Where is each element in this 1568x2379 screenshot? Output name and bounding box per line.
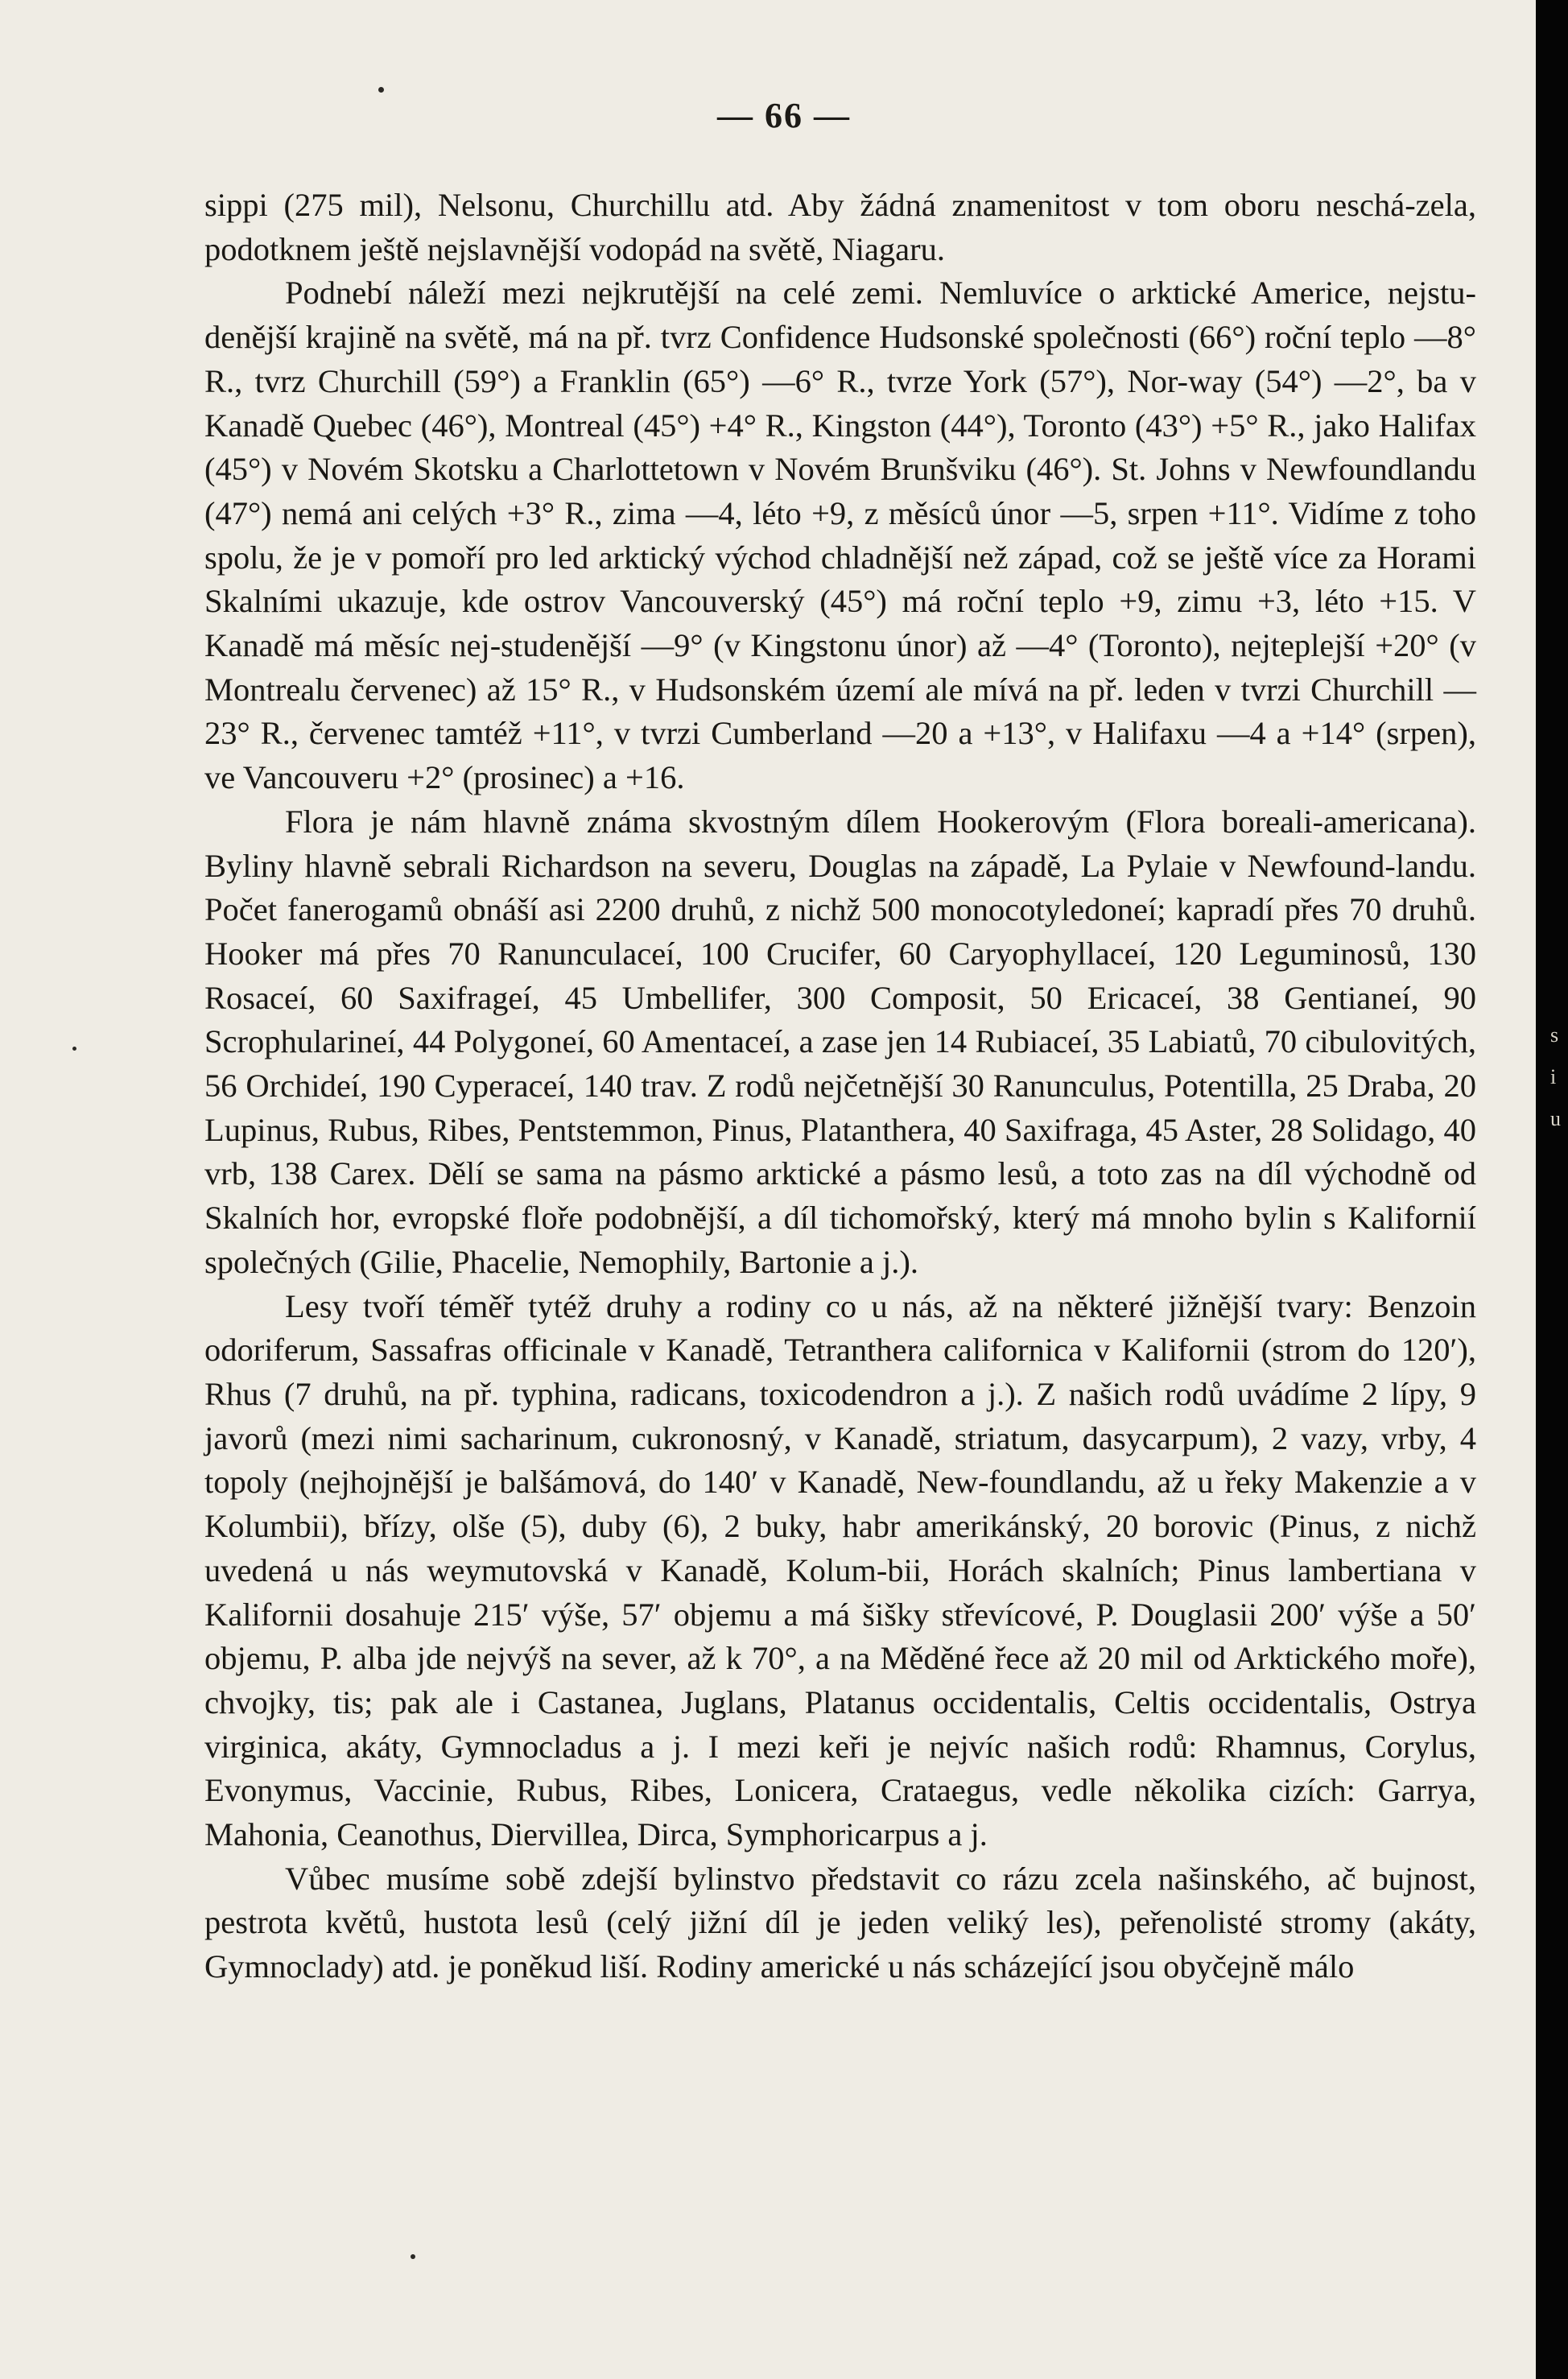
ink-speck (411, 2254, 415, 2259)
paragraph-1: sippi (275 mil), Nelsonu, Churchillu atd. Aby žádná znamenitost v tom oboru neschá-zela, podotknem ještě nejslavnější vodopád na světě, Niagaru. (204, 187, 1476, 267)
ink-speck (378, 87, 384, 93)
paragraph-2: Podnebí náleží mezi nejkrutější na celé zemi. Nemluvíce o arktické Americe, nejstu-denější krajině na světě, má na př. tvrz Confidence Hudsonské společnosti (66°) roční teplo —8° R., tvrz Churchill (59°) a Franklin (65°) —6° R., tvrze York (57°), Nor-way (54°) —2°, ba v Kanadě Quebec (46°), Montreal (45°) +4° R., Kingston (44°), Toronto (43°) +5° R., jako Halifax (45°) v Novém Skotsku a Charlottetown v Novém Brunšviku (46°). St. Johns v Newfoundlandu (47°) nemá ani celých +3° R., zima —4, léto +9, z měsíců únor —5, srpen +11°. Vidíme z toho spolu, že je v pomoří pro led arktický východ chladnější než západ, což se ještě více za Horami Skalními ukazuje, kde ostrov Vancouverský (45°) má roční teplo +9, zimu +3, léto +15. V Kanadě má měsíc nej-studenější —9° (v Kingstonu únor) až —4° (Toronto), nejteplejší +20° (v Montrealu červenec) až 15° R., v Hudsonském území ale mívá na př. leden v tvrzi Churchill —23° R., červenec tamtéž +11°, v tvrzi Cumberland —20 a +13°, v Halifaxu —4 a +14° (srpen), ve Vancouveru +2° (prosinec) a +16. (204, 275, 1476, 796)
paragraph-5: Vůbec musíme sobě zdejší bylinstvo představit co rázu zcela našinského, ač bujnost, pestrota květů, hustota lesů (celý jižní díl je jeden veliký les), peřenolisté stromy (akáty, Gymnoclady) atd. je poněkud liší. Rodiny americké u nás scházející jsou obyčejně málo (204, 1860, 1476, 1985)
edge-letter: u (1550, 1107, 1561, 1130)
paragraph-4: Lesy tvoří téměř tytéž druhy a rodiny co u nás, až na některé jižnější tvary: Benzoin odoriferum, Sassafras officinale v Kanadě, Tetranthera californica v Kalifornii (strom do 120′), Rhus (7 druhů, na př. typhina, radicans, toxicodendron a j.). Z našich rodů uvádíme 2 lípy, 9 javorů (mezi nimi sacharinum, cukronosný, v Kanadě, striatum, dasycarpum), 2 vazy, vrby, 4 topoly (nejhojnější je balšámová, do 140′ v Kanadě, New-foundlandu, až u řeky Makenzie a v Kolumbii), břízy, olše (5), duby (6), 2 buky, habr amerikánský, 20 borovic (Pinus, z nichž uvedená u nás weymutovská v Kanadě, Kolum-bii, Horách skalních; Pinus lambertiana v Kalifornii dosahuje 215′ výše, 57′ objemu a má šišky střevícové, P. Douglasii 200′ výše a 50′ objemu, P. alba jde nejvýš na sever, až k 70°, a na Měděné řece až 20 mil od Arktického moře), chvojky, tis; pak ale i Castanea, Juglans, Platanus occidentalis, Celtis occidentalis, Ostrya virginica, akáty, Gymnocladus a j. I mezi keři je nejvíc našich rodů: Rhamnus, Corylus, Evonymus, Vaccinie, Rubus, Ribes, Lonicera, Crataegus, vedle několika cizích: Garrya, Mahonia, Ceanothus, Diervillea, Dirca, Symphoricarpus a j. (204, 1287, 1476, 1853)
next-page-edge-letters (1550, 1014, 1566, 1140)
page-number: — 66 — (717, 96, 851, 135)
edge-letter: s (1550, 1023, 1559, 1047)
paragraph-3: Flora je nám hlavně známa skvostným dílem Hookerovým (Flora boreali-americana). Byliny hlavně sebrali Richardson na severu, Douglas na západě, La Pylaie v Newfound-landu. Počet fanerogamů obnáší asi 2200 druhů, z nichž 500 monocotyledoneí; kapradí přes 70 druhů. Hooker má přes 70 Ranunculaceí, 100 Crucifer, 60 Caryophyllaceí, 120 Leguminosů, 130 Rosaceí, 60 Saxifrageí, 45 Umbellifer, 300 Composit, 50 Ericaceí, 38 Gentianeí, 90 Scrophularineí, 44 Polygoneí, 60 Amentaceí, a zase jen 14 Rubiaceí, 35 Labiatů, 70 cibulovitých, 56 Orchideí, 190 Cyperaceí, 140 trav. Z rodů nejčetnější 30 Ranunculus, Potentilla, 25 Draba, 20 Lupinus, Rubus, Ribes, Pentstemmon, Pinus, Platanthera, 40 Saxifraga, 45 Aster, 28 Solidago, 40 vrb, 138 Carex. Dělí se sama na pásmo arktické a pásmo lesů, a toto zas na díl východně od Skalních hor, evropské floře podobnější, a díl tichomořský, který má mnoho bylin s Kalifornií společných (Gilie, Phacelie, Nemophily, Bartonie a j.). (204, 803, 1476, 1280)
edge-letter: i (1550, 1065, 1557, 1088)
scan-dark-edge (1536, 0, 1568, 2379)
body-text (204, 184, 1476, 1989)
ink-speck (72, 1047, 76, 1051)
